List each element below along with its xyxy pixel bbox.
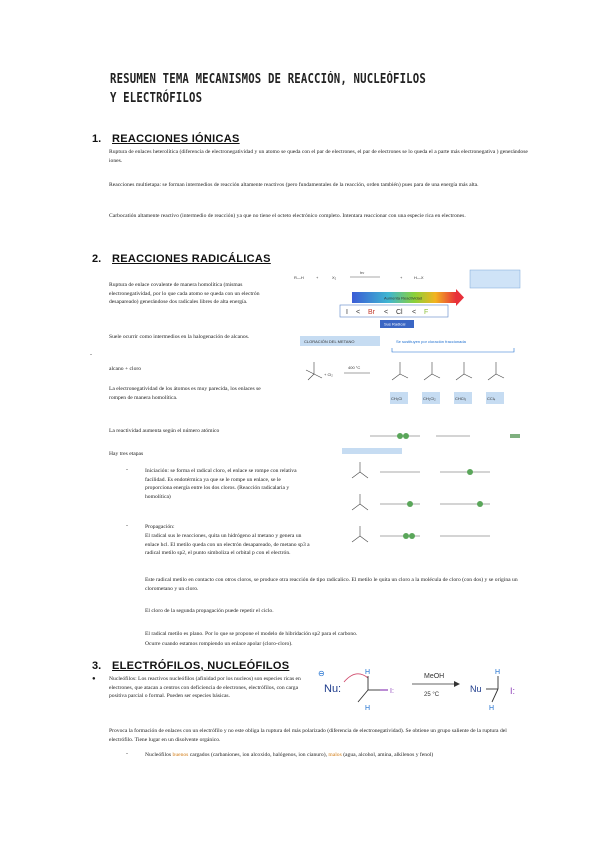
section-3-heading [92,660,289,672]
bracket [392,348,514,352]
less-than: < [412,309,417,316]
section-number: 1. [92,133,102,145]
step-initiation: Iniciación: se forma el radical cloro, el enlace se rompe con relativa facilidad. Es endotérmica ya que se le rompe un enlace, se le proporciona energía entre los dos cloros. (Reacción radicalaria y homolítica) [145,468,297,500]
sn2-figure [314,664,536,722]
step-propagation: El radical sus le reacciones, quita un hidrógeno al metano y genera un enlace hcl. El metilo queda con un electrón desapareado, de metano sp3 a radical metilo sp2, el punto simboliza el orbital p con el electrón. [145,533,310,557]
rh-label: R—H [294,275,304,280]
ionic-paragraph-1: Ruptura de enlaces heterolítica (diferencia de electronegatividad y un atomo se queda con el par de electrones, el par de electrones se lo queda el a parte más electronegativa ) generándose iones. [109,149,528,164]
section-number: 3. [92,660,102,672]
substrate-bonds [358,676,380,702]
list-dash: - [126,523,128,529]
nucleophile-paragraph-1: Nucleófilos: Los reactivos nucleófilos (afinidad por los nucleos) son especies ricas en electrones, que atacan a centros con deficiencia de electrones, electrófilos, con carga positiva parcial o formal. Pueden ser especies básicas. [109,676,301,700]
radical-paragraph-1: Ruptura de enlace covalente de manera homolítica (mismas electronegatividad, por lo que cada atomo se queda con un electrón desapareado) generándose dos radicales libres de alta energía. [109,282,260,306]
halogen-br: Br [368,309,375,316]
plus-label-2: + [400,275,403,280]
less-than: < [384,309,389,316]
step-propagation-title: Propagación: [145,524,175,530]
radical-paragraph-5: La reactividad aumenta según el número atómico [109,428,220,434]
chlorination-figure [300,336,524,412]
iodide-label: I: [510,686,516,696]
ionic-paragraph-3: Carbocatión altamente reactivo (intermedio de reacción) ya que no tiene el octeto electrónico completo. Intentara reaccionar con una especie rica en electrones. [109,213,466,219]
list-dash: - [126,467,128,473]
radical-paragraph-3: alcano + cloro [109,366,142,372]
methane-molecule [306,362,322,380]
chloro-products [392,362,504,380]
reaction-arrowhead [454,681,460,687]
radical-paragraph-4: La electronegatividad de los átomos es muy parecida, los enlaces se rompen de manera homolítica. [109,386,261,401]
good-label: buenos [172,752,189,758]
section-title: REACCIONES IÓNICAS [112,133,240,145]
bad-examples: (agua, alcohol, amina, alkilenos y fenol) [343,752,434,758]
product-label-3: CHCl₃ [455,396,467,401]
bullet-dot: ● [92,676,96,682]
product-hydrogen-2: H [489,705,495,712]
product-label: Nu [470,684,482,694]
halogen-f: F [424,309,429,316]
mechanism-figure [340,428,524,554]
halogenation-figure [292,268,524,334]
chlorination-header-right: Se sustituyen por cloración fraccionada [396,339,466,344]
radical-paragraph-2: Suele ocurrir como intermedios en la halogenación de alcanos. [109,334,250,340]
nucleophile-label: Nu: [324,683,342,695]
methyl-groups [352,462,368,542]
hydrogen-label-1: H [365,669,371,676]
list-dash: - [126,751,128,757]
radical-paragraph-9: El radical metilo es plano. Por lo que se propone el modelo de hibridación sp2 para el carbono. [145,631,358,637]
temp-label: 400 °C [348,365,361,370]
reactivity-arrowhead [456,289,464,306]
charge-symbol: ⊖ [318,669,325,678]
ionic-paragraph-2: Reacciones multietapa: se forman intermedios de reacción altamente reactivos (pero fundamentales de la reacción, orden también) pues para de una energía más alta. [109,182,479,188]
product-bonds [486,676,498,702]
section-title: REACCIONES RADICÁLICAS [112,253,271,265]
sub-label: Sus Radical [384,321,406,327]
reactivity-label: Aumenta Reactividad [384,295,423,301]
step-header [342,448,402,454]
nucleophiles-label: Nucleófilos [145,752,172,758]
section-number: 2. [92,253,102,265]
radical-paragraph-8: El cloro de la segunda propagación puede repetir el ciclo. [145,608,274,614]
product-label-4: CCl₄ [487,396,496,401]
iodine-label: I: [390,688,394,695]
section-1-heading [92,133,240,145]
halogen-cl: Cl [396,309,403,316]
halogen-i: I [346,309,348,316]
bad-label: malos [328,752,342,758]
good-examples: cargados (carbaniones, ion alcoxido, halógenos, ion cianuro), [189,752,327,758]
product-label-1: CH₃Cl [391,396,403,401]
x2-label: X₂ [332,275,337,280]
chlorine-atoms [397,433,483,539]
page-title: RESUMEN TEMA MECANISMOS DE REACCIÓN, NUCLEÓFILOS Y ELECTRÓFILOS [110,72,426,106]
reagent-label: + Cl₂ [324,372,333,377]
plus-label: + [316,275,319,280]
less-than: < [356,309,361,316]
radical-paragraph-6: Hay tres etapas [109,451,144,457]
section-title: ELECTRÓFILOS, NUCLEÓFILOS [112,660,290,672]
margin-dash: - [90,352,92,358]
hx-label: H—X [414,275,424,280]
arrow-label: hν [360,270,365,275]
hydrogen-label-2: H [365,705,371,712]
nucleophile-paragraph-2: Provoca la formación de enlaces con un electrófilo y no este obliga la ruptura del más polarizado (diferencia de electronegatividad). Se obtiene un grupo saliente de la ruptura del electrófilo. Tiene lugar en un disolvente orgánico. [109,728,507,743]
nucleophile-list [145,751,525,760]
solvent-label: MeOH [424,673,445,680]
temperature-label: 25 °C [424,692,440,698]
section-2-heading [92,253,271,265]
chlorination-header-text: CLORACIÓN DEL METANO [304,339,355,344]
product-label-2: CH₂Cl₂ [423,396,436,401]
radical-paragraph-7: Este radical metilo en contacto con otros cloros, se produce otra reacción de tipo radicalico. El metilo le quita un cloro a la molécula de cloro (con dos) y se origina un clorometano y un cloro. [145,577,518,592]
product-hydrogen-1: H [495,669,501,676]
radical-paragraph-10: Ocurre cuando estamos rompiendo un enlace apolar (cloro-cloro). [145,641,293,647]
side-tag [510,434,520,438]
note-box [470,270,520,288]
